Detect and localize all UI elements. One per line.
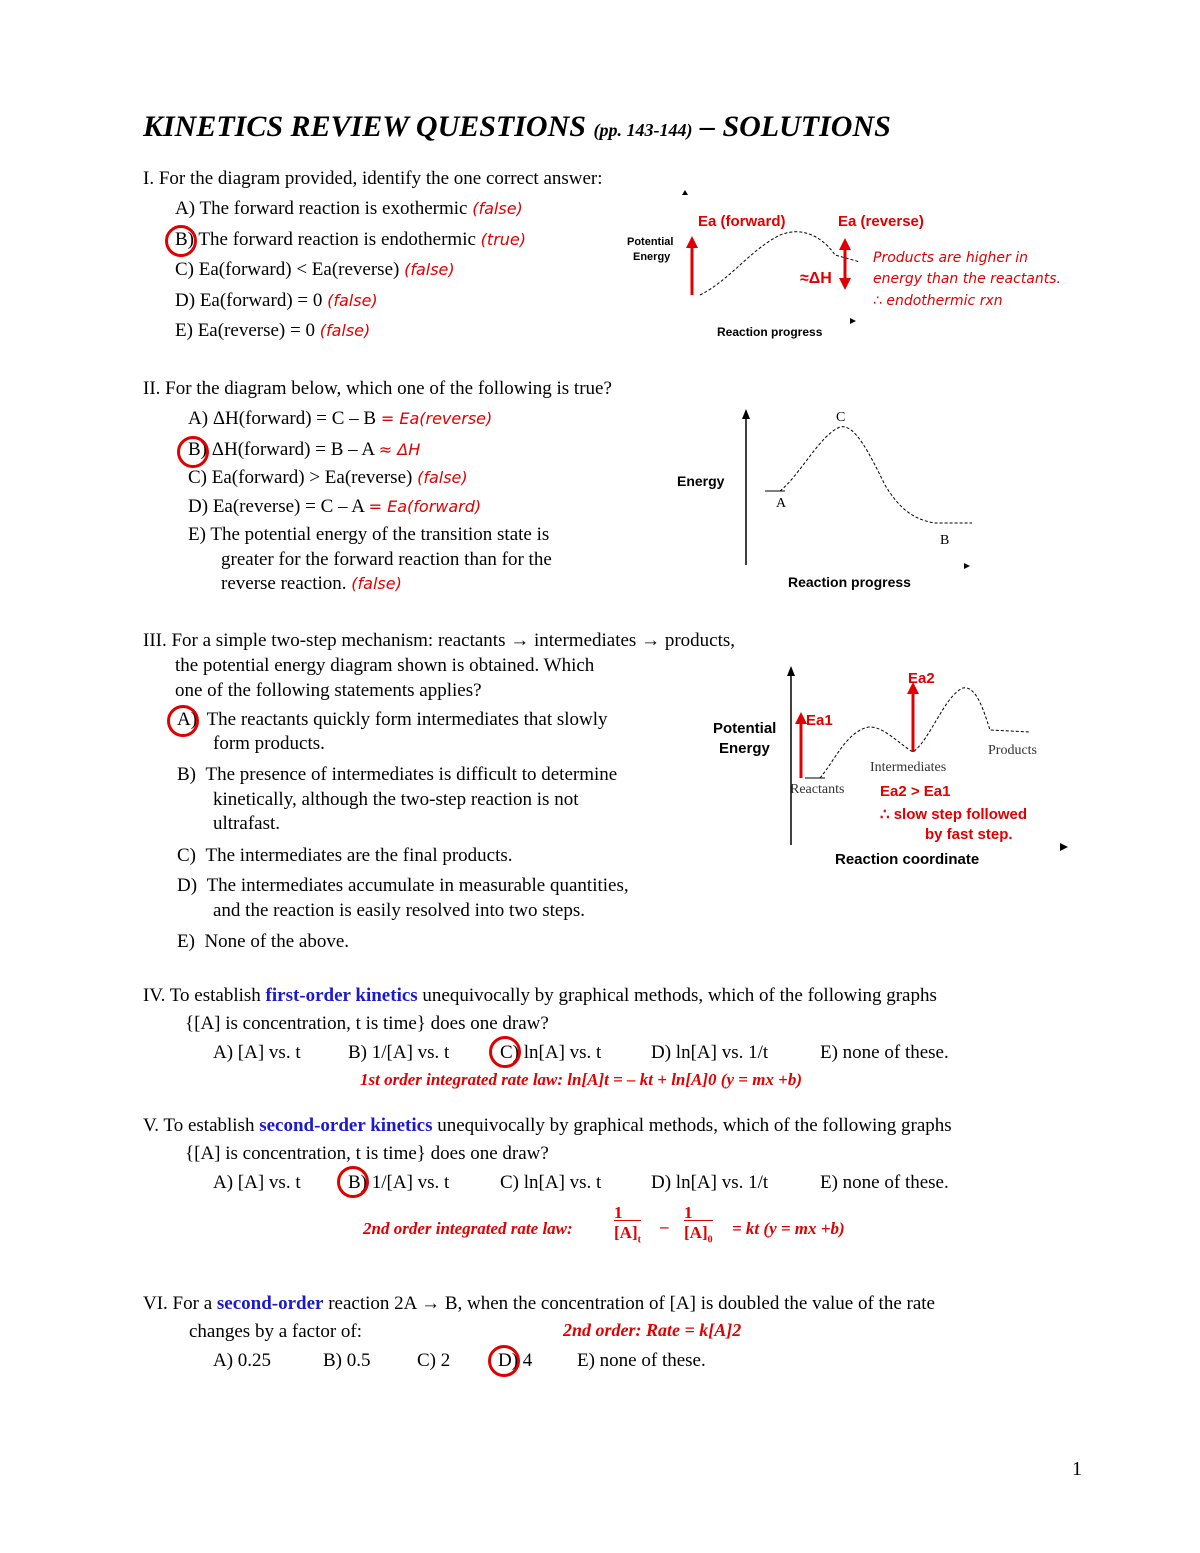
q2-option-e-line2: greater for the forward reaction than for the — [221, 549, 552, 570]
q5-option-a[interactable]: A) [A] vs. t — [213, 1172, 301, 1193]
answer-circle-q4 — [489, 1036, 521, 1068]
q2-point-b: B — [940, 533, 950, 548]
q2-option-e[interactable]: E) The potential energy of the transition state is — [188, 524, 550, 545]
q3-ylabel-2: Energy — [719, 740, 770, 757]
q3-ylabel-1: Potential — [713, 720, 777, 737]
page-title: KINETICS REVIEW QUESTIONS (pp. 143-144) – SOLUTIONS — [143, 110, 891, 143]
q1-ylabel-1: Potential — [627, 236, 674, 248]
q3-products-label: Products — [988, 743, 1037, 758]
q5-stem-line1: V. To establish second-order kinetics unequivocally by graphical methods, which of the following graphs — [143, 1115, 952, 1136]
q6-option-c[interactable]: C) 2 — [417, 1350, 451, 1371]
q4-option-b[interactable]: B) 1/[A] vs. t — [348, 1042, 450, 1063]
q1-stem: I. For the diagram provided, identify the one correct answer: — [143, 168, 603, 189]
q4-option-a[interactable]: A) [A] vs. t — [213, 1042, 301, 1063]
q2-option-b[interactable]: B) ΔH(forward) = B – A ≈ ΔH — [188, 439, 421, 460]
q5-option-d[interactable]: D) ln[A] vs. 1/t — [651, 1172, 769, 1193]
q6-option-e[interactable]: E) none of these. — [577, 1350, 706, 1371]
q3-option-b-line3: ultrafast. — [213, 813, 281, 834]
q1-option-c[interactable]: C) Ea(forward) < Ea(reverse) (false) — [175, 259, 455, 280]
ea-forward-arrow-icon — [686, 236, 698, 248]
q3-xlabel: Reaction coordinate — [835, 851, 980, 868]
answer-circle-q1 — [165, 225, 197, 257]
q2-option-e-line3: reverse reaction. (false) — [221, 573, 402, 594]
q5-minus: – — [660, 1217, 669, 1236]
q3-option-b[interactable]: B) The presence of intermediates is difficult to determine — [177, 764, 618, 785]
q1-note-1: Products are higher in — [873, 250, 1028, 266]
q4-option-c[interactable]: C) ln[A] vs. t — [500, 1042, 602, 1063]
x-axis-arrow-icon — [850, 318, 856, 324]
q1-ea-forward-label: Ea (forward) — [698, 213, 786, 230]
q3-ea2-label: Ea2 — [908, 670, 935, 687]
x-axis-arrow-icon — [964, 563, 970, 569]
q1-option-b[interactable]: B) The forward reaction is endothermic (true) — [175, 229, 526, 250]
q6-answer: 2nd order: Rate = k[A]2 — [563, 1320, 742, 1340]
answer-circle-q2 — [177, 436, 209, 468]
q1-ea-reverse-label: Ea (reverse) — [838, 213, 924, 230]
y-axis-arrow-icon — [742, 409, 750, 419]
q4-option-d[interactable]: D) ln[A] vs. 1/t — [651, 1042, 769, 1063]
q1-note-2: energy than the reactants. — [873, 271, 1061, 287]
q2-point-a: A — [776, 496, 787, 511]
q2-option-d[interactable]: D) Ea(reverse) = C – A = Ea(forward) — [188, 496, 482, 517]
q1-xlabel: Reaction progress — [717, 325, 823, 339]
answer-circle-q3 — [167, 705, 199, 737]
q3-intermediates-label: Intermediates — [870, 760, 947, 775]
q3-option-b-line2: kinetically, although the two-step reaction is not — [213, 789, 579, 810]
q5-answer-label: 2nd order integrated rate law: — [363, 1219, 573, 1238]
page-number: 1 — [1072, 1458, 1082, 1480]
y-axis-arrow-icon — [682, 190, 688, 195]
q6-option-d[interactable]: D) 4 — [498, 1350, 533, 1371]
q5-option-e[interactable]: E) none of these. — [820, 1172, 949, 1193]
q3-reactants-label: Reactants — [790, 782, 845, 797]
q1-ylabel-2: Energy — [633, 251, 671, 263]
q3-stem-line1: III. For a simple two-step mechanism: reactants → intermediates → products, — [143, 630, 736, 651]
q5-answer-eq: = kt (y = mx +b) — [732, 1219, 845, 1238]
q1-note-3: ∴ endothermic rxn — [873, 293, 1003, 309]
q2-point-c: C — [836, 410, 846, 425]
q3-option-d-line2: and the reaction is easily resolved into two steps. — [213, 900, 585, 921]
q5-fraction-2: 1 $[A]_0$ — [684, 1203, 713, 1246]
q6-option-b[interactable]: B) 0.5 — [323, 1350, 371, 1371]
answer-circle-q6 — [488, 1345, 520, 1377]
q3-stem-line3: one of the following statements applies? — [175, 680, 482, 701]
q3-note-1: ∴ slow step followed — [880, 806, 1028, 823]
q1-option-e[interactable]: E) Ea(reverse) = 0 (false) — [175, 320, 371, 341]
q5-stem-line2: {[A] is concentration, t is time} does one draw? — [185, 1143, 549, 1164]
q2-ylabel: Energy — [677, 473, 725, 489]
q3-option-a[interactable]: A) The reactants quickly form intermediates that slowly — [177, 709, 608, 730]
q3-option-c[interactable]: C) The intermediates are the final products. — [177, 845, 513, 866]
q2-option-a[interactable]: A) ΔH(forward) = C – B = Ea(reverse) — [188, 408, 493, 429]
q3-option-a-line2: form products. — [213, 733, 325, 754]
q3-ea-compare: Ea2 > Ea1 — [880, 783, 951, 800]
q2-xlabel: Reaction progress — [788, 574, 911, 590]
q1-dh-label: ≈ΔH — [800, 270, 832, 287]
x-axis-arrow-icon — [1060, 843, 1068, 851]
q5-option-b[interactable]: B) 1/[A] vs. t — [348, 1172, 450, 1193]
q2-stem: II. For the diagram below, which one of the following is true? — [143, 378, 612, 399]
y-axis-arrow-icon — [787, 666, 795, 676]
answer-circle-q5 — [337, 1166, 369, 1198]
q1-option-a[interactable]: A) The forward reaction is exothermic (false) — [175, 198, 523, 219]
q1-option-d[interactable]: D) Ea(forward) = 0 (false) — [175, 290, 378, 311]
q5-option-c[interactable]: C) ln[A] vs. t — [500, 1172, 602, 1193]
q6-stem-line2: changes by a factor of: — [189, 1321, 363, 1342]
q3-ea1-label: Ea1 — [806, 712, 833, 729]
q2-option-c[interactable]: C) Ea(forward) > Ea(reverse) (false) — [188, 467, 468, 488]
q4-stem-line1: IV. To establish first-order kinetics unequivocally by graphical methods, which of the following graphs — [143, 985, 937, 1006]
q6-stem-line1: VI. For a second-order reaction 2A → B, when the concentration of [A] is doubled the value of the rate — [143, 1293, 935, 1314]
q3-note-2: by fast step. — [925, 826, 1013, 843]
q3-option-e[interactable]: E) None of the above. — [177, 931, 349, 952]
q5-fraction-1: 1 $[A]_t$ — [614, 1203, 641, 1246]
q4-option-e[interactable]: E) none of these. — [820, 1042, 949, 1063]
q4-answer: 1st order integrated rate law: ln[A]t = – kt + ln[A]0 (y = mx +b) — [360, 1070, 803, 1089]
q4-stem-line2: {[A] is concentration, t is time} does one draw? — [185, 1013, 549, 1034]
q6-option-a[interactable]: A) 0.25 — [213, 1350, 272, 1371]
q3-option-d[interactable]: D) The intermediates accumulate in measurable quantities, — [177, 875, 629, 896]
q3-stem-line2: the potential energy diagram shown is obtained. Which — [175, 655, 595, 676]
q2-energy-diagram — [730, 405, 990, 580]
